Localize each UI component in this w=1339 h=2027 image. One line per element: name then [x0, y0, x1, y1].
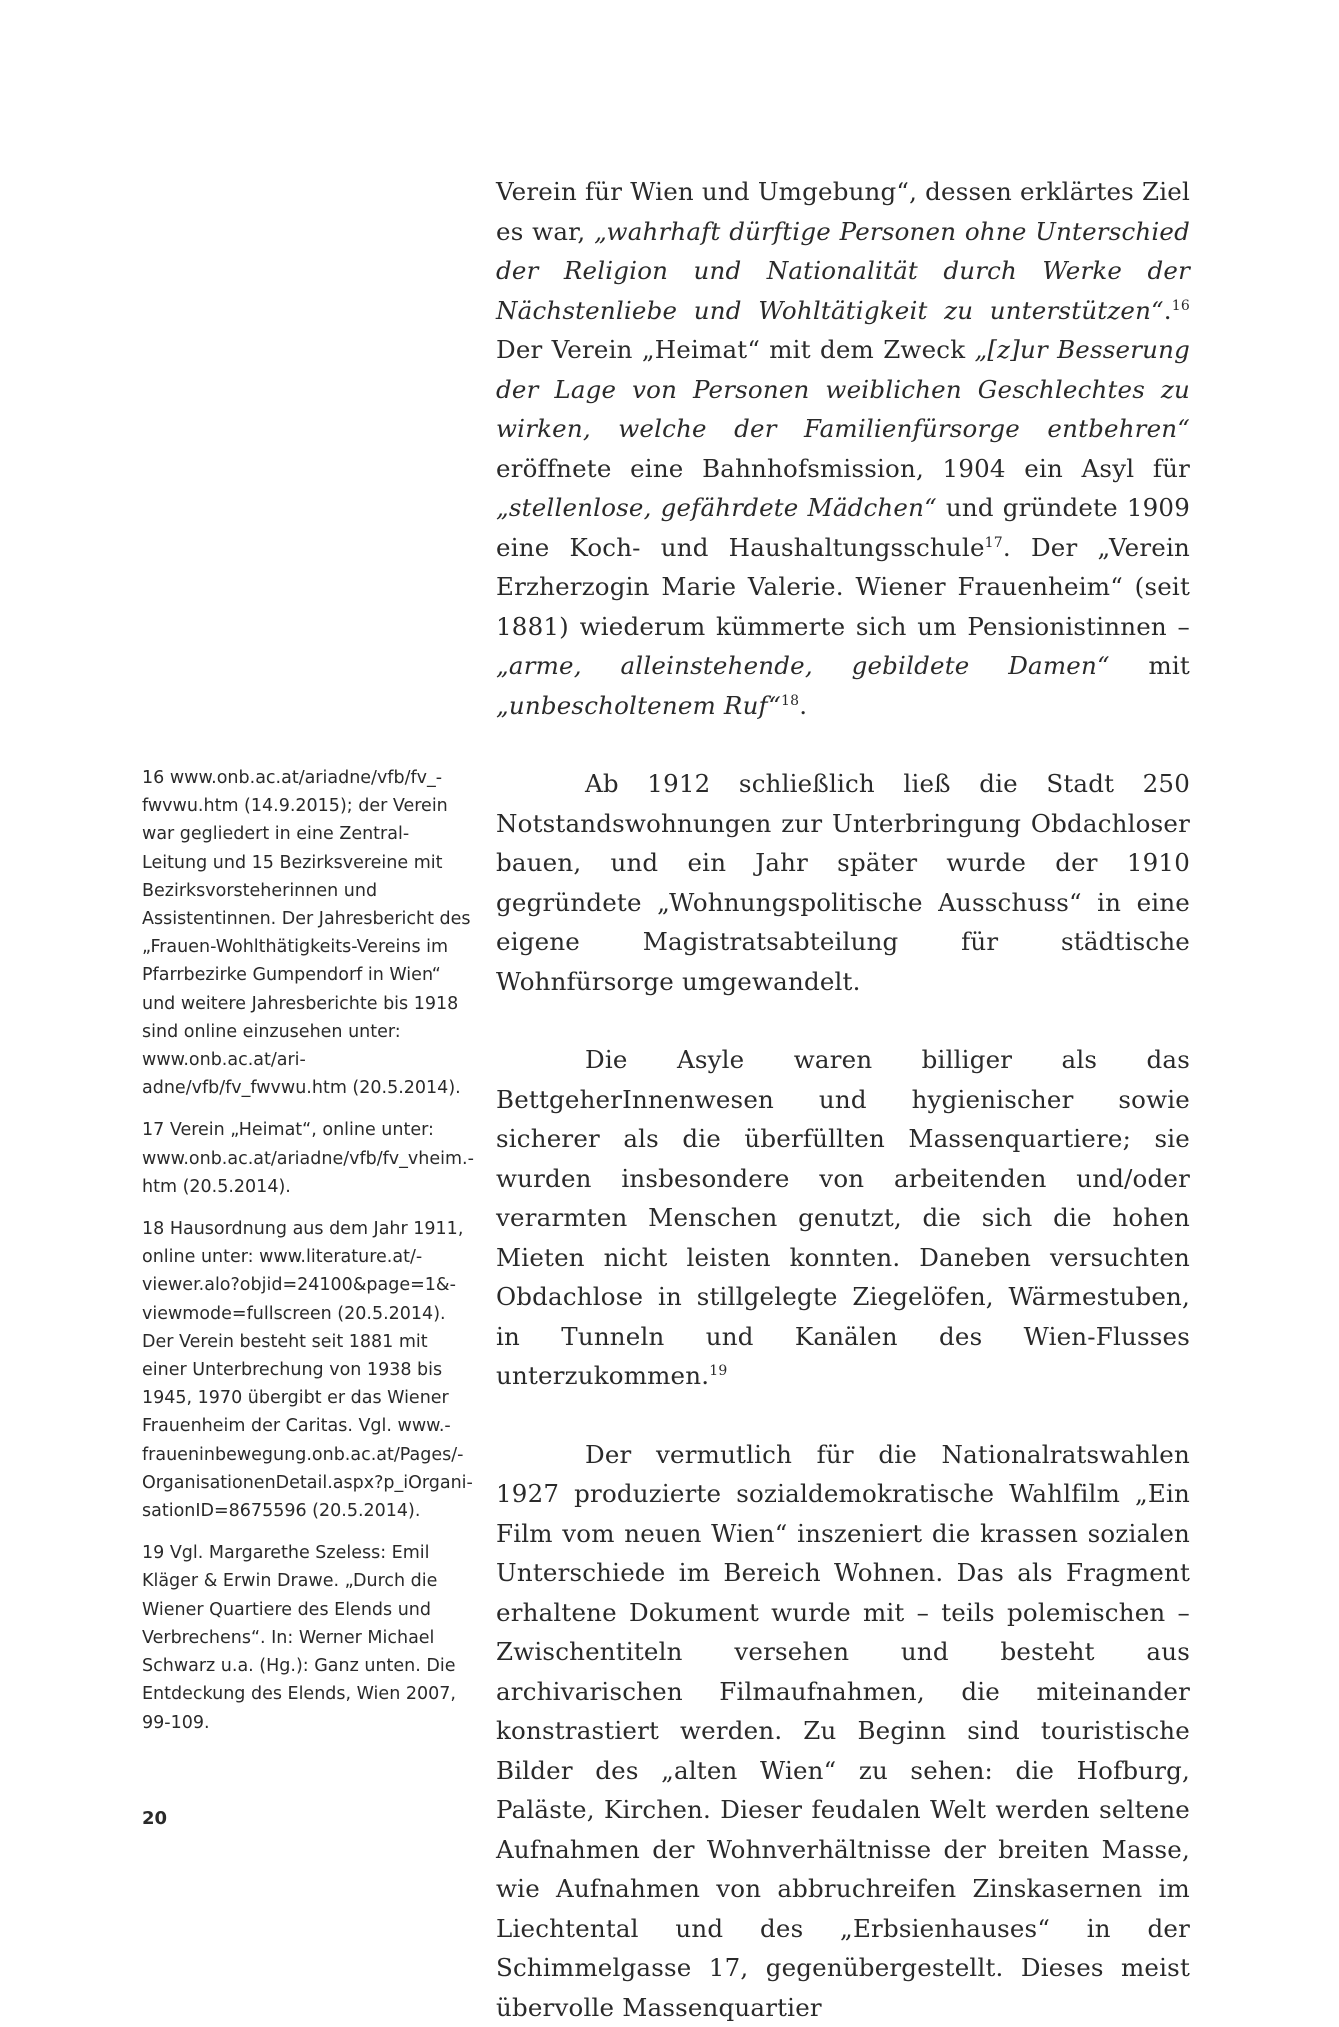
- footnote-18: 18 Hausordnung aus dem Jahr 1911, online unter: www.literature.at/viewer.alo?objid=24100&page=1&viewmode=fullscreen (20.5.2014). Der Verein besteht seit 1881 mit einer Unterbrechung von 1938 bis 1945, 1970 übergibt er das Wiener Frauenheim der Caritas. Vgl. www.fraueninbewegung.onb.ac.at/Pages/OrganisationenDetail.aspx?p_iOrganisationID=8675596 (20.5.2014).: [142, 1215, 474, 1525]
- text-run: mit: [1110, 651, 1190, 680]
- quote-damen: „arme, alleinstehende, gebildete Damen“: [496, 651, 1110, 680]
- text-run: Der Verein „Heimat“ mit dem Zweck: [496, 335, 974, 364]
- paragraph-3: [496, 1040, 1190, 1396]
- text-run: Die Asyle waren billiger als das BettgeherInnenwesen und hygienischer sowie sicherer als die überfüllten Massenquartiere; sie wurden insbesondere von arbeitenden und/oder verarmten Menschen genutzt, die sich die hohen Mieten nicht leisten konnten. Daneben versuchten Obdachlose in stillgelegte Ziegelöfen, Wärmestuben, in Tunneln und Kanälen des Wien-Flusses unterzukommen.: [496, 1045, 1190, 1390]
- text-run: und gründete 1909 eine Koch- und Haushaltungsschule: [496, 493, 1190, 562]
- quote-heimat-purpose: „[z]ur Besserung der Lage von Personen weiblichen Geschlechtes zu wirken, welche der Familienfürsorge entbehren“: [496, 335, 1190, 443]
- text-run: Verein für Wien und Umgebung“, dessen erklärtes Ziel es war,: [496, 177, 1190, 246]
- text-run: . Der „Verein Erzherzogin Marie Valerie. Wiener Frauenheim“ (seit 1881) wiederum kümmerte sich um Pensionistinnen –: [496, 533, 1190, 641]
- paragraph-2: Ab 1912 schließlich ließ die Stadt 250 Notstandswohnungen zur Unterbringung Obdachloser bauen, und ein Jahr später wurde der 1910 gegründete „Wohnungspolitische Ausschuss“ in eine eigene Magistratsabteilung für städtische Wohnfürsorge umgewandelt.: [496, 764, 1190, 1001]
- quote-maedchen: „stellenlose, gefährdete Mädchen“: [496, 493, 937, 522]
- footnote-ref-17[interactable]: 17: [985, 534, 1003, 550]
- footnote-ref-18[interactable]: 18: [781, 692, 799, 708]
- quote-verein-goal: „wahrhaft dürftige Personen ohne Unterschied der Religion und Nationalität durch Werke der Nächstenliebe und Wohltätigkeit zu unterstützen“: [496, 217, 1190, 325]
- footnote-16: 16 www.onb.ac.at/ariadne/vfb/fv_fwvwu.htm (14.9.2015); der Verein war gegliedert in eine Zentral-Leitung und 15 Bezirksvereine mit Bezirksvorsteherinnen und Assistentinnen. Der Jahresbericht des „Frauen-Wohlthätigkeits-Vereins im Pfarrbezirke Gumpendorf in Wien“ und weitere Jahresberichte bis 1918 sind online einzusehen unter: www.onb.ac.at/ariadne/vfb/fv_fwvwu.htm (20.5.2014).: [142, 764, 474, 1102]
- footnote-17: 17 Verein „Heimat“, online unter: www.onb.ac.at/ariadne/vfb/fv_vheim.htm (20.5.2014).: [142, 1116, 474, 1201]
- page-number: 20: [142, 1808, 167, 1829]
- footnote-ref-19[interactable]: 19: [709, 1363, 727, 1379]
- paragraph-1: [496, 172, 1190, 725]
- text-run: .: [799, 691, 807, 720]
- text-run: .: [1164, 296, 1172, 325]
- text-run: eröffnete eine Bahnhofsmission, 1904 ein Asyl für: [496, 454, 1190, 483]
- paragraph-4: Der vermutlich für die Nationalratswahlen 1927 produzierte sozialdemokratische Wahlfilm „Ein Film vom neuen Wien“ inszeniert die krassen sozialen Unterschiede im Bereich Wohnen. Das als Fragment erhaltene Dokument wurde mit – teils polemischen – Zwischentiteln versehen und besteht aus archivarischen Filmaufnahmen, die miteinander konstrastiert werden. Zu Beginn sind touristische Bilder des „alten Wien“ zu sehen: die Hofburg, Paläste, Kirchen. Dieser feudalen Welt werden seltene Aufnahmen der Wohnverhältnisse der breiten Masse, wie Aufnahmen von abbruchreifen Zinskasernen im Liechtental und des „Erbsienhauses“ in der Schimmelgasse 17, gegenübergestellt. Dieses meist übervolle Massenquartier: [496, 1435, 1190, 2027]
- footnotes-column: [142, 764, 474, 1751]
- main-text-column: [496, 172, 1190, 2027]
- quote-ruf: „unbescholtenem Ruf“: [496, 691, 781, 720]
- footnote-ref-16[interactable]: 16: [1172, 297, 1190, 313]
- footnote-19: 19 Vgl. Margarethe Szeless: Emil Kläger & Erwin Drawe. „Durch die Wiener Quartiere des Elends und Verbrechens“. In: Werner Michael Schwarz u.a. (Hg.): Ganz unten. Die Entdeckung des Elends, Wien 2007, 99-109.: [142, 1539, 474, 1736]
